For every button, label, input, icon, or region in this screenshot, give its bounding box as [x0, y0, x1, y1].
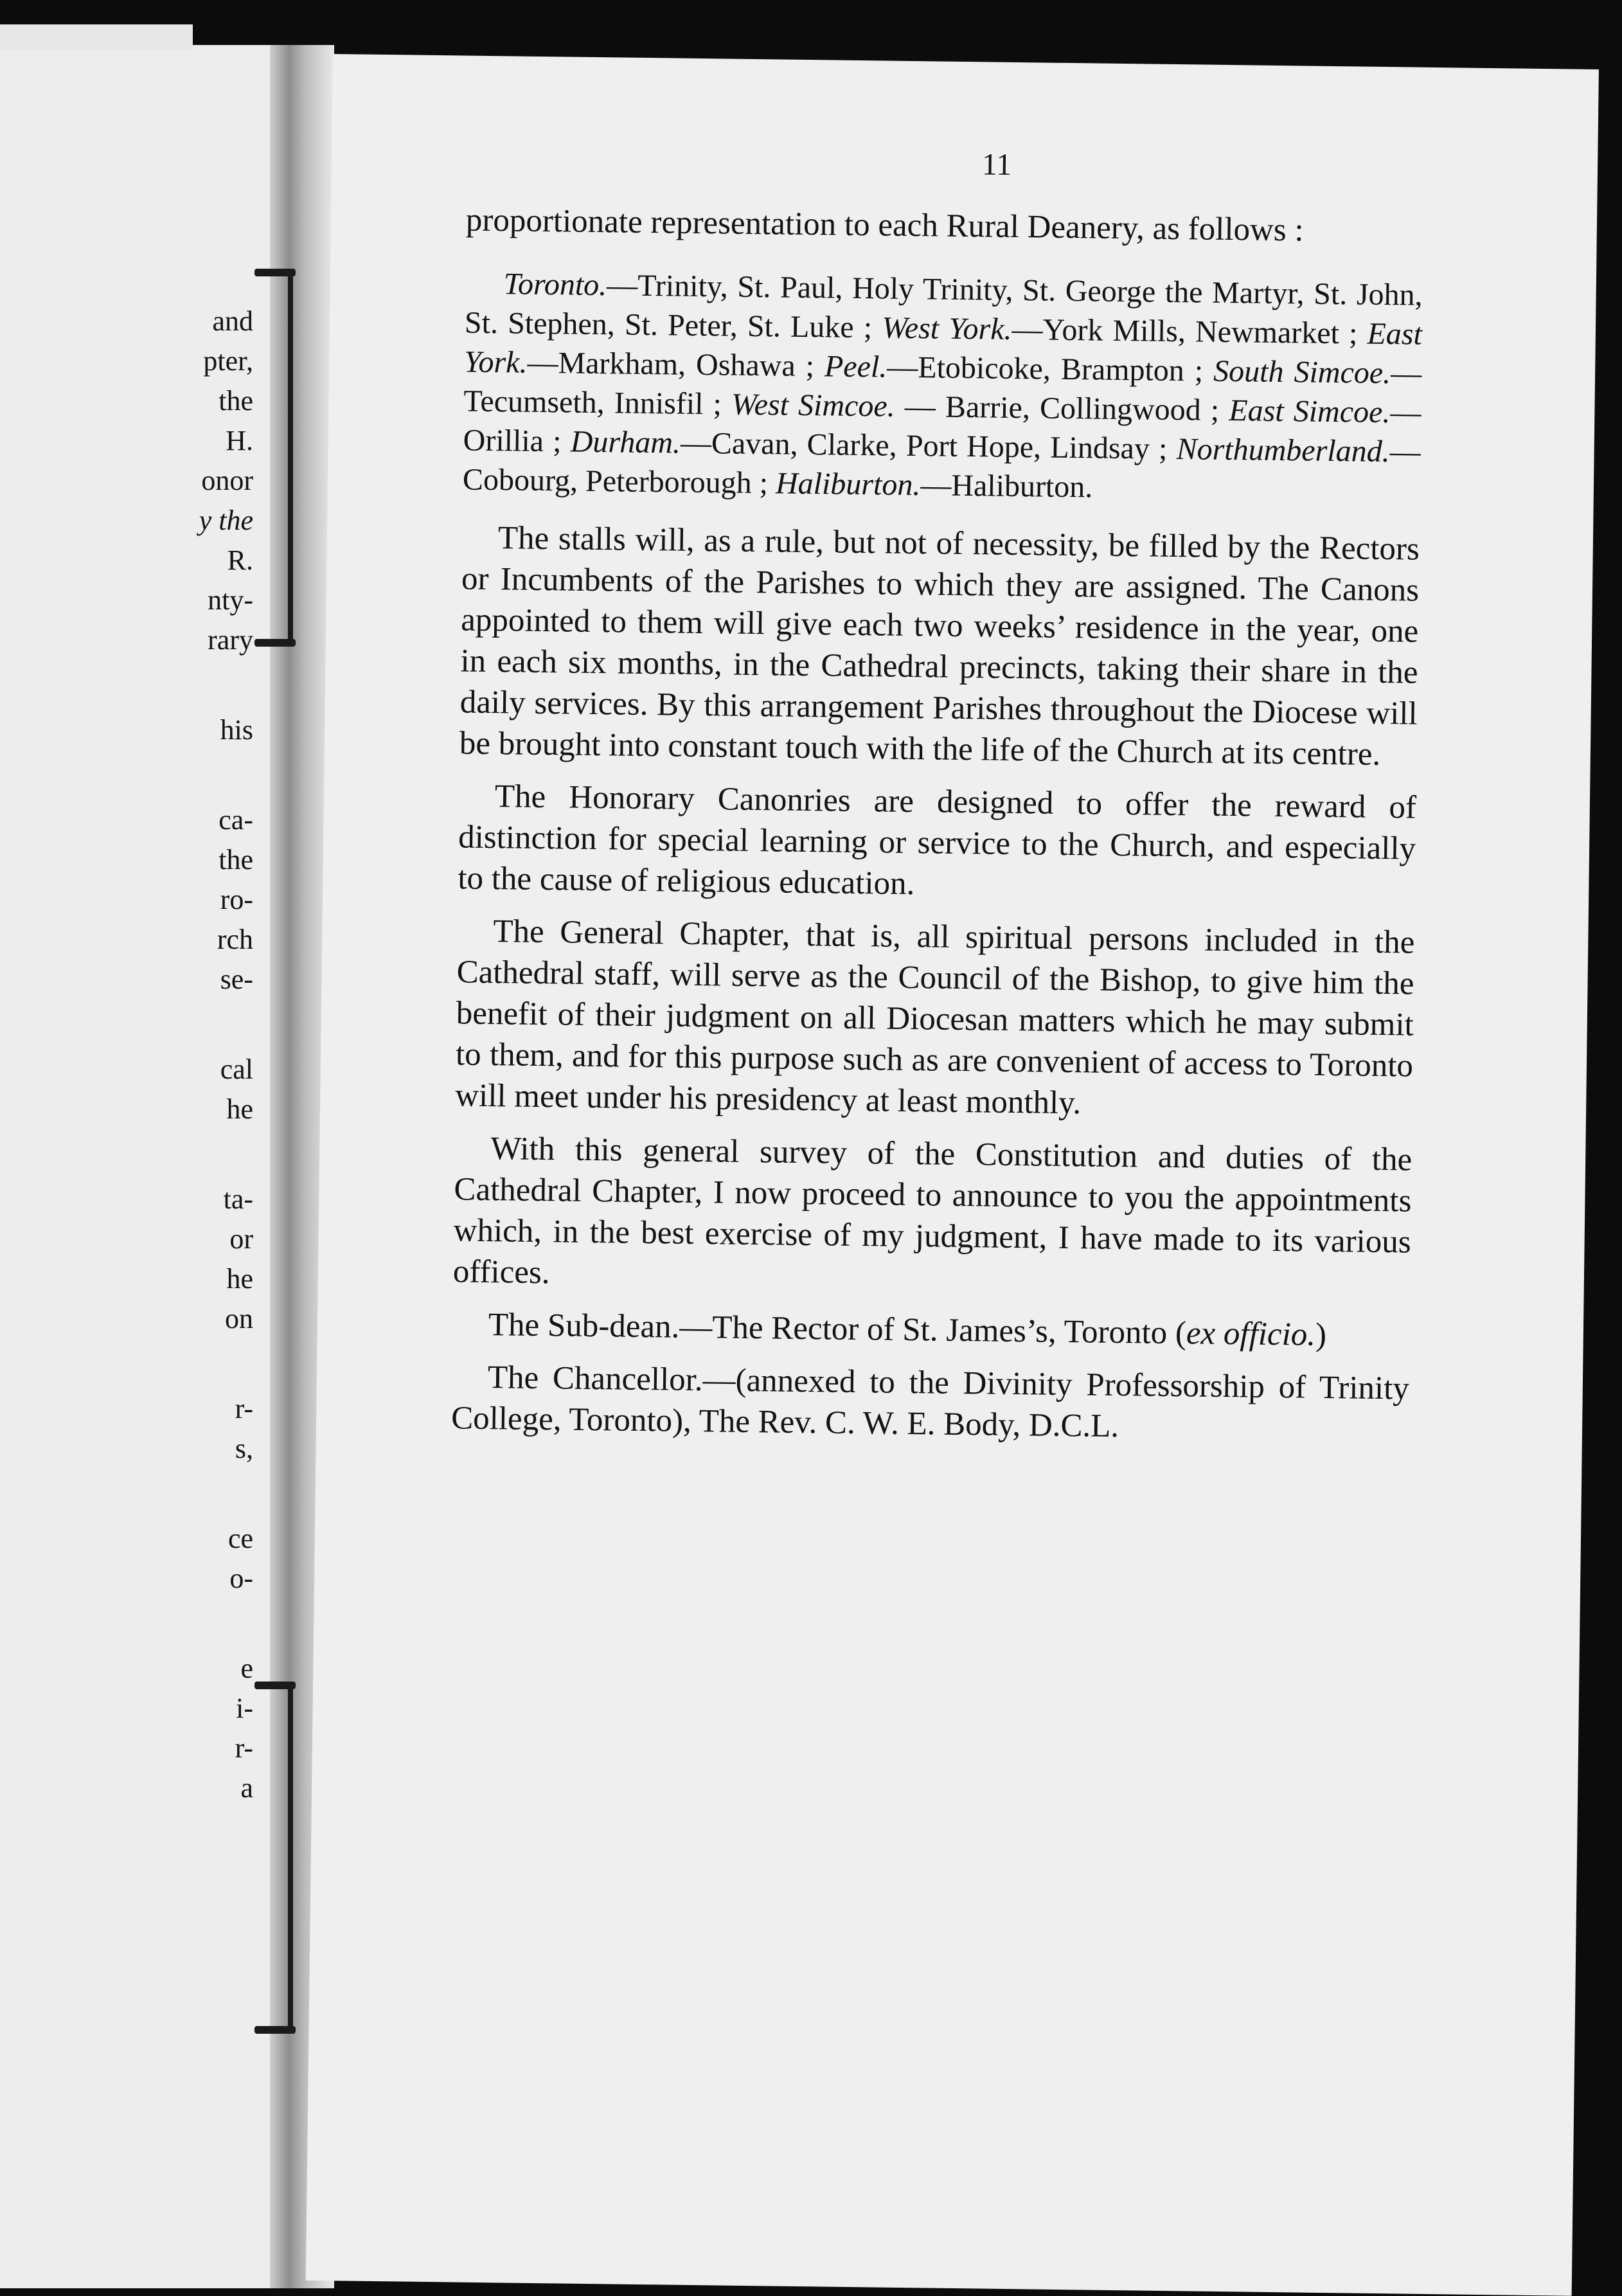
previous-page-fragment: r- [235, 1732, 253, 1764]
deanery-name: Peel. [824, 349, 887, 384]
previous-page-fragment: onor [201, 465, 253, 496]
previous-page-fragment: the [218, 385, 253, 417]
previous-page-fragment: ro- [220, 884, 253, 915]
previous-page-fragment: the [218, 844, 253, 875]
deanery-parishes: —Cavan, Clarke, Port Hope, Lindsay ; [680, 426, 1177, 467]
deanery-name: East York. [463, 316, 1423, 380]
binding-stitch-cap [254, 269, 296, 276]
page-number: 11 [981, 147, 1012, 182]
previous-page-fragment: o- [229, 1563, 253, 1594]
previous-page-fragment: on [225, 1303, 253, 1334]
previous-page-fragment: he [226, 1263, 253, 1295]
previous-page-fragment: r- [235, 1393, 253, 1424]
binding-stitch [288, 1684, 293, 2031]
binding-stitch-cap [254, 639, 296, 647]
deanery-parishes: —Tecumseth, Innisfil ; [463, 356, 1422, 422]
previous-page-fragment: se- [220, 964, 253, 995]
previous-page-fragment: s, [235, 1433, 253, 1464]
previous-page-fragment: he [226, 1093, 253, 1125]
intro-paragraph: proportionate representation to each Rural Deanery, as follows : [465, 202, 1304, 249]
deanery-name: East Simcoe. [1229, 393, 1391, 430]
survey-paragraph: With this general survey of the Constitution and duties of the Cathedral Chapter, I now proceed to announce to you the appointments which, in the best exercise of my judgment, I have made to its various offices. [452, 1131, 1413, 1291]
deanery-name: South Simcoe. [1213, 354, 1391, 391]
chancellor-paragraph: The Chancellor.—(annexed to the Divinity Professorship of Trinity College, Toronto), The Rev. C. W. E. Body, D.C.L. [450, 1359, 1410, 1445]
deanery-name: Durham. [570, 424, 681, 460]
deanery-name: West Simcoe. [731, 387, 896, 424]
previous-page-fragment: rch [217, 924, 253, 955]
deanery-list [463, 264, 1423, 511]
deanery-parishes: —Markham, Oshawa ; [527, 345, 825, 384]
page-edge [0, 24, 193, 50]
previous-page [0, 45, 270, 2288]
subdean-ex-officio: ex officio. [1186, 1315, 1316, 1353]
previous-page-fragment: or [229, 1223, 253, 1255]
previous-page-fragment: y the [199, 505, 253, 536]
deanery-name: Haliburton. [775, 466, 921, 503]
binding-stitch-cap [254, 2026, 296, 2034]
deanery-parishes: —Orillia ; [463, 395, 1421, 459]
previous-page-fragment: cal [220, 1054, 253, 1085]
previous-page-fragment: i- [236, 1692, 253, 1724]
previous-page-fragment: ce [227, 1523, 253, 1554]
deanery-parishes: —York Mills, Newmarket ; [1012, 312, 1368, 351]
general-chapter-paragraph: The General Chapter, that is, all spiritual persons included in the Cathedral staff, will serve as the Council of the Bishop, to give him the benefit of their judgment on all Diocesan matters which he may submit to them, and for this purpose such as are convenient of access to Toronto will meet under his presidency at least monthly. [454, 913, 1415, 1122]
deanery-name: Northumberland. [1176, 432, 1390, 469]
deanery-name: West York. [881, 310, 1012, 346]
deanery-parishes: —Etobicoke, Brampton ; [886, 350, 1214, 388]
previous-page-fragment: and [212, 305, 253, 337]
previous-page-fragment: H. [226, 425, 253, 456]
previous-page-fragment: ta- [223, 1183, 253, 1215]
subdean-text: The Sub-dean.—The Rector of St. James’s, Toronto ( [488, 1307, 1187, 1352]
deanery-parishes: —Haliburton. [920, 468, 1093, 505]
deanery-parishes: —Cobourg, Peterborough ; [462, 435, 1421, 501]
previous-page-fragment: pter, [203, 345, 253, 377]
deanery-parishes: —Trinity, St. Paul, Holy Trinity, St. George the Martyr, St. John, St. Stephen, St. Peter, St. Luke ; [464, 268, 1423, 345]
previous-page-fragment: a [240, 1772, 253, 1804]
subdean-close: ) [1315, 1316, 1327, 1353]
previous-page-fragment: his [220, 714, 253, 746]
page-text [451, 139, 1425, 1462]
deanery-parishes: — Barrie, Collingwood ; [895, 389, 1229, 428]
deanery-name: Toronto. [503, 267, 607, 303]
stalls-paragraph: The stalls will, as a rule, but not of necessity, be filled by the Rectors or Incumbents of the Parishes to which they are assigned. The Canons appointed to them will give each two weeks’ residence in the year, one in each six months, in the Cathedral precincts, taking their share in the daily services. By this arrangement Parishes throughout the Diocese will be brought into constant touch with the life of the Church at its centre. [459, 520, 1420, 773]
subdean-paragraph [452, 1304, 1411, 1356]
previous-page-fragment: R. [227, 544, 253, 576]
previous-page-fragment: rary [208, 624, 253, 656]
previous-page-fragment: nty- [208, 584, 253, 616]
binding-stitch-cap [254, 1682, 296, 1689]
current-page [306, 54, 1599, 2296]
previous-page-fragment: e [240, 1653, 253, 1684]
binding-stitch [288, 270, 293, 643]
honorary-canonries-paragraph: The Honorary Canonries are designed to offer the reward of distinction for special learning or service to the Church, and especially to the cause of religious education. [458, 778, 1417, 902]
previous-page-fragment: ca- [218, 804, 253, 836]
